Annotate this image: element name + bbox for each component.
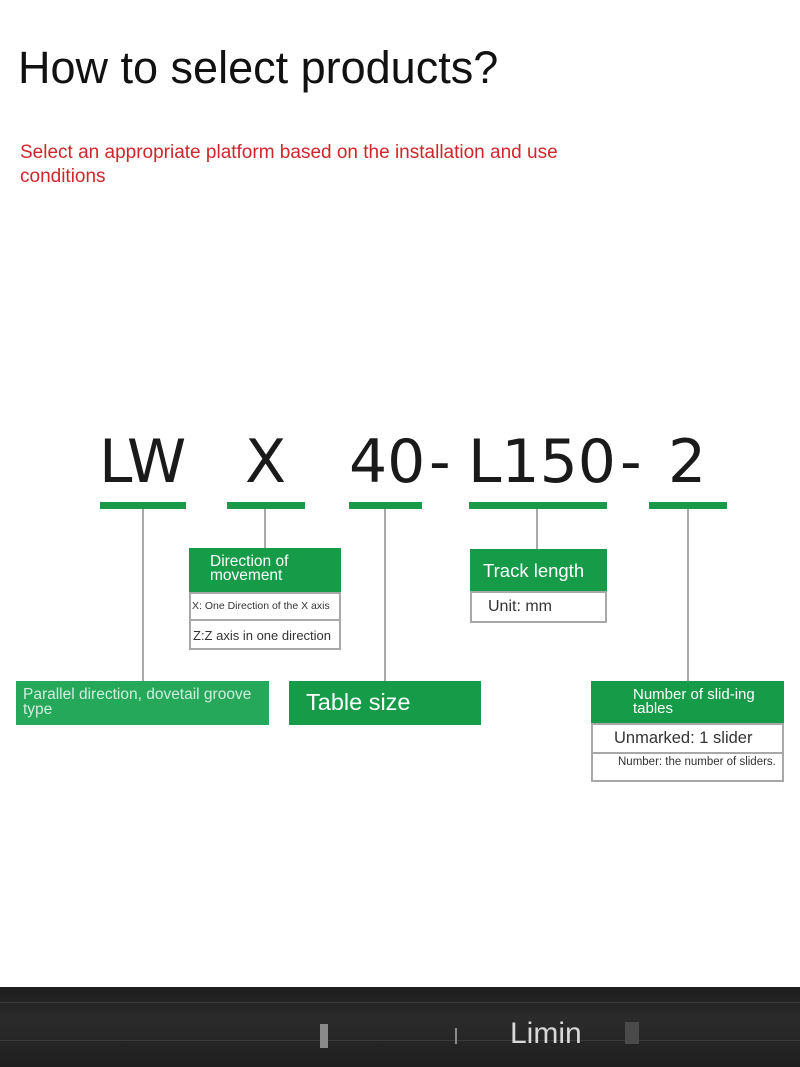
track-length-unit: Unit: mm [470, 591, 607, 623]
underline-bar [649, 502, 727, 509]
code-segment-size: 40 [349, 427, 426, 497]
underline-bar [469, 502, 607, 509]
series-description-label: Parallel direction, dovetail groove type [16, 681, 269, 725]
code-segment-series: LW [99, 427, 187, 497]
footer-decoration [455, 1028, 457, 1044]
slider-option-number: Number: the number of sliders. [591, 752, 784, 782]
footer-decoration [625, 1022, 639, 1044]
page-subtitle: Select an appropriate platform based on the installation and use conditions [20, 142, 558, 187]
connector-line [264, 509, 266, 548]
direction-option-z: Z:Z axis in one direction [189, 619, 341, 650]
page-title: How to select products? [18, 42, 499, 93]
footer-decoration [320, 1024, 328, 1048]
connector-line [384, 509, 386, 681]
code-separator: - [429, 427, 451, 497]
footer-divider [0, 1040, 800, 1041]
direction-option-x: X: One Direction of the X axis [189, 592, 341, 621]
underline-bar [227, 502, 305, 509]
code-segment-sliders: 2 [668, 427, 707, 497]
table-size-label: Table size [289, 681, 481, 725]
connector-line [142, 509, 144, 681]
underline-bar [349, 502, 422, 509]
slider-option-unmarked: Unmarked: 1 slider [591, 723, 784, 754]
connector-line [687, 509, 689, 681]
direction-heading: Direction of movement [189, 548, 341, 592]
code-segment-direction: X [245, 427, 287, 497]
brand-label: Limin [510, 1017, 582, 1050]
footer-divider [0, 1002, 800, 1003]
code-segment-length: L150 [468, 427, 616, 497]
code-separator: - [620, 427, 642, 497]
track-length-heading: Track length [470, 549, 607, 593]
connector-line [536, 509, 538, 549]
slider-count-heading: Number of slid-ing tables [591, 681, 784, 725]
footer-banner [0, 987, 800, 1067]
underline-bar [100, 502, 186, 509]
